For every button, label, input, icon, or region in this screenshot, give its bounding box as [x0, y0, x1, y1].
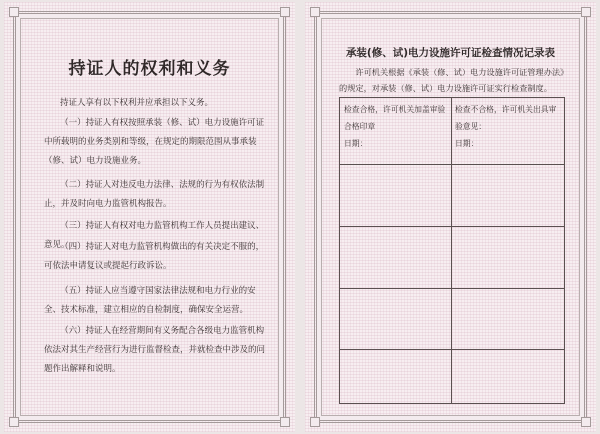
rights-paragraph-4: （四）持证人对电力监管机构做出的有关决定不服的，可依法申请复议或提起行政诉讼。	[44, 242, 265, 271]
rights-intro: 持证人享有以下权利并应承担以下义务。	[60, 98, 214, 108]
fail-cell-text: 检查不合格，许可机关出具审验意见：	[455, 105, 557, 131]
border-corner	[9, 417, 19, 427]
rights-paragraph-5: （五）持证人应当遵守国家法律法规和电力行业的安全、技术标准，建立相应的自检制度，确保安全运营。	[44, 286, 256, 315]
rights-paragraph-2: （二）持证人对违反电力法律、法规的行为有权依法制止，并及时向电力监管机构报告。	[44, 180, 265, 209]
table-row-divider	[340, 164, 564, 165]
fail-date-label: 日期：	[455, 139, 479, 148]
right-page	[305, 2, 596, 432]
rights-paragraph-3: （三）持证人有权对电力监管机构工作人员提出建议、意见。	[44, 221, 265, 250]
border-corner	[310, 7, 320, 17]
table-row-divider	[340, 349, 564, 350]
inspection-intro: 许可机关根据《承装（修、试）电力设施许可证管理办法》的规定，对承装（修、试）电力设施许可证实行检查制度。	[339, 67, 565, 93]
fail-cell	[455, 101, 559, 152]
border-corner	[310, 417, 320, 427]
inspection-record-table	[339, 97, 565, 404]
table-row-divider	[340, 226, 564, 227]
border-corner	[280, 417, 290, 427]
table-column-divider	[451, 98, 452, 403]
border-corner	[9, 7, 19, 17]
inspection-record-title: 承装(修、试)电力设施许可证检查情况记录表	[345, 47, 556, 59]
border-corner	[581, 417, 591, 427]
left-page	[4, 2, 295, 432]
table-row-divider	[340, 288, 564, 289]
pass-cell-text: 检查合格，许可机关加盖审验合格印章	[344, 105, 446, 131]
pass-cell	[344, 101, 448, 152]
pass-date-label: 日期：	[344, 139, 368, 148]
border-corner	[280, 7, 290, 17]
rights-paragraph-6: （六）持证人在经营期间有义务配合各级电力监管机构依法对其生产经营行为进行监督检查，并就检查中涉及的问题作出解释和说明。	[44, 326, 266, 374]
rights-paragraph-1: （一）持证人有权按照承装（修、试）电力设施许可证中所载明的业务类别和等级，在规定的期限范围从事承装（修、试）电力设施业务。	[44, 118, 265, 166]
rights-obligations-title: 持证人的权利和义务	[68, 59, 231, 79]
border-corner	[581, 7, 591, 17]
